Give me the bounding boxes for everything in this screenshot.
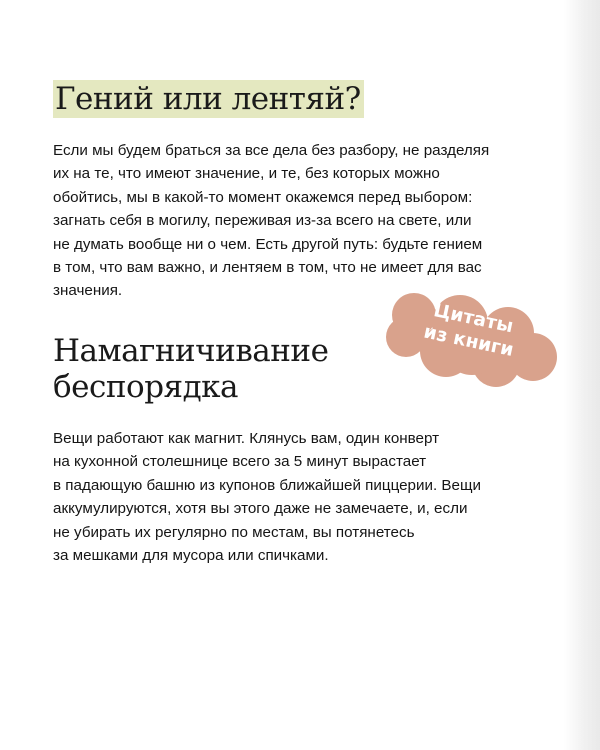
section-heading-clutter: Намагничивание беспорядка bbox=[53, 333, 329, 405]
page-edge-shadow bbox=[564, 0, 600, 750]
quotes-sticker bbox=[378, 293, 560, 389]
sticker-label: Цитаты из книги bbox=[421, 300, 516, 361]
section-paragraph-clutter: Вещи работают как магнит. Клянусь вам, один конверт на кухонной столешнице всего за 5 минут вырастает в падающую башню из купонов ближайшей пиццерии. Вещи аккумулируются, хотя вы этого даже не замечаете, и, если не убирать их регулярно по местам, вы потянетесь за мешками для мусора или спичками. bbox=[53, 430, 481, 565]
section-heading-genius: Гений или лентяй? bbox=[53, 80, 364, 118]
section-paragraph-genius: Если мы будем браться за все дела без разбору, не разделяя их на те, что имеют значение, и те, без которых можно обойтись, мы в какой-то момент окажемся перед выбором: загнать себя в могилу, переживая из-за всего на свете, или не думать вообще ни о чем. Есть другой путь: будьте гением в том, что вам важно, и лентяем в том, что не имеет для вас значения. bbox=[53, 142, 490, 300]
